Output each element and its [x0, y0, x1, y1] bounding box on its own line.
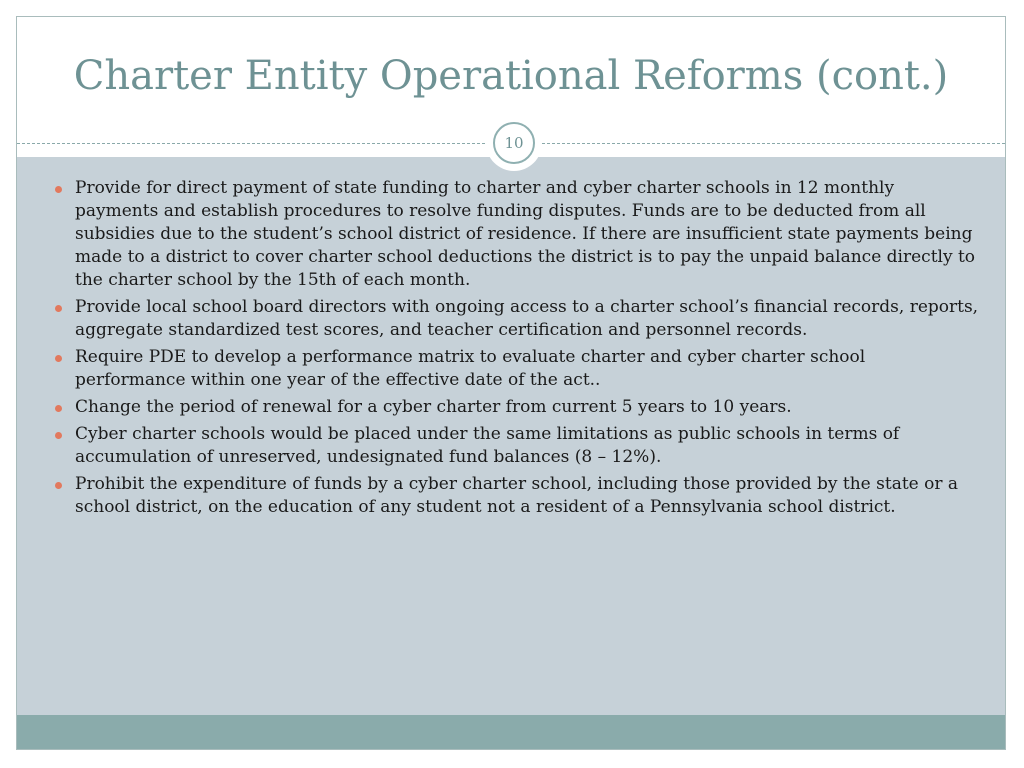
slide-frame [16, 16, 1006, 750]
page-number: 10 [493, 122, 535, 164]
bullet-dot-icon [55, 405, 62, 412]
bullet-text: Provide for direct payment of state funding to charter and cyber charter schools in 12 monthly payments and establish procedures to resolve funding disputes. Funds are to be deducted from all subsidies due to the student’s school district of residence. If there are insufficient state payments being made to a district to cover charter school deductions the district is to pay the unpaid balance directly to the charter school by the 15th of each month. [75, 178, 976, 290]
bullet-item [55, 396, 981, 419]
bullet-text: Require PDE to develop a performance matrix to evaluate charter and cyber charter school performance within one year of the effective date of the act.. [75, 347, 866, 390]
bottom-bar [17, 715, 1005, 749]
bullet-item [55, 177, 981, 292]
bullet-text: Provide local school board directors with ongoing access to a charter school’s financial records, reports, aggregate standardized test scores, and teacher certification and personnel records. [75, 297, 979, 340]
bullet-dot-icon [55, 186, 62, 193]
bullet-dot-icon [55, 355, 62, 362]
bullet-item [55, 346, 981, 392]
bullet-text: Prohibit the expenditure of funds by a cyber charter school, including those provided by the state or a school district, on the education of any student not a resident of a Pennsylvania school district. [75, 474, 959, 517]
bullet-item [55, 473, 981, 519]
page-number-badge [488, 117, 540, 169]
bullet-item [55, 296, 981, 342]
bullet-text: Change the period of renewal for a cyber charter from current 5 years to 10 years. [75, 397, 792, 417]
bullet-dot-icon [55, 432, 62, 439]
bullet-item [55, 423, 981, 469]
bullet-list [55, 177, 981, 523]
slide-title: Charter Entity Operational Reforms (cont.) [73, 53, 949, 99]
bullet-dot-icon [55, 305, 62, 312]
bullet-text: Cyber charter schools would be placed under the same limitations as public schools in terms of accumulation of unreserved, undesignated fund balances (8 – 12%). [75, 424, 900, 467]
bullet-dot-icon [55, 482, 62, 489]
